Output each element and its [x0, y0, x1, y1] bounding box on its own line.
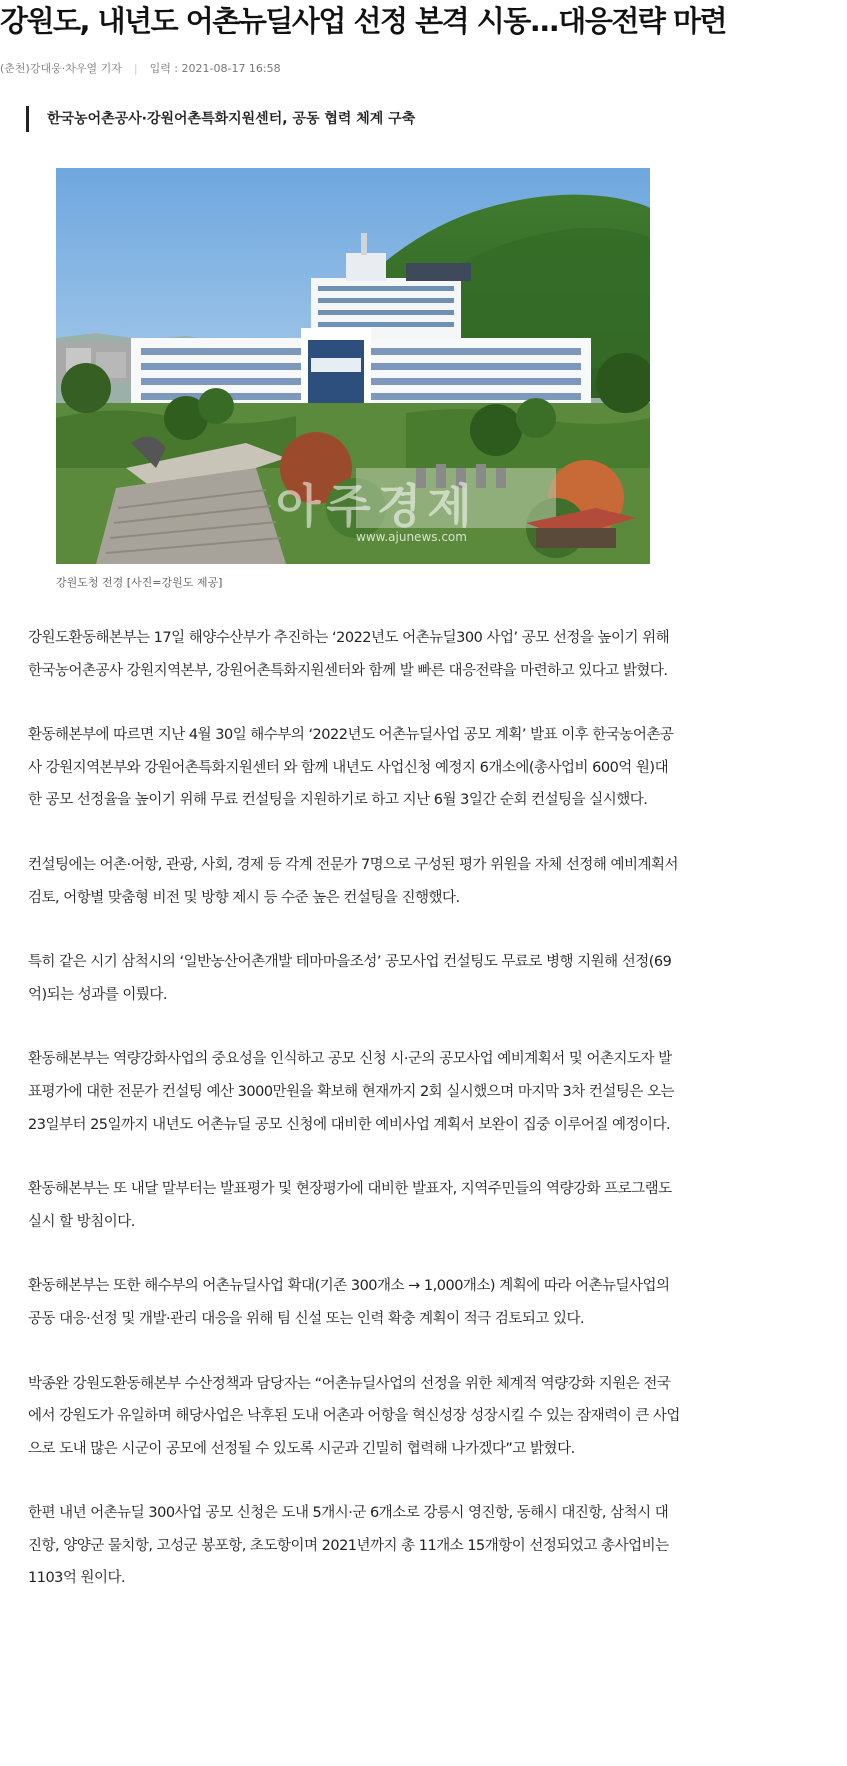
- article-paragraph: 박종완 강원도환동해본부 수산정책과 담당자는 “어촌뉴딜사업의 선정을 위한 체계적 역량강화 지원은 전국에서 강원도가 유일하며 해당사업은 낙후된 도내 어촌과 어항을 혁신성장 성장시킬 수 있는 잠재력이 큰 사업으로 도내 많은 시군이 공모에 선정될 수 있도록 시군과 긴밀히 협력해 나가겠다”고 밝혔다.: [28, 1375, 680, 1457]
- article-meta: [0, 62, 281, 76]
- article-photo: [56, 168, 650, 564]
- photo-watermark-url: www.ajunews.com: [356, 530, 467, 544]
- article-paragraph: 환동해본부는 또한 해수부의 어촌뉴딜사업 확대(기존 300개소 → 1,000개소) 계획에 따라 어촌뉴딜사업의 공동 대응·선정 및 개발·관리 대응을 위해 팀 신설 또는 인력 확충 계획이 적극 검토되고 있다.: [28, 1278, 670, 1327]
- publish-date: 입력 : 2021-08-17 16:58: [149, 62, 281, 75]
- photo-watermark: 아주경제: [276, 479, 478, 533]
- article-body: [28, 622, 680, 1627]
- article-paragraph: 환동해본부에 따르면 지난 4월 30일 해수부의 ‘2022년도 어촌뉴딜사업 공모 계획’ 발표 이후 한국농어촌공사 강원지역본부와 강원어촌특화지원센터 와 함께 내년도 사업신청 예정지 6개소에(총사업비 600억 원)대한 공모 선정율을 높이기 위해 무료 컨설팅을 지원하기로 하고 지난 6월 3일간 순회 컨설팅을 실시했다.: [28, 727, 674, 809]
- byline: (춘천)강대웅·차우열 기자: [0, 62, 122, 75]
- article-paragraph: 컨설팅에는 어촌·어항, 관광, 사회, 경제 등 각계 전문가 7명으로 구성된 평가 위원을 자체 선정해 예비계획서 검토, 어항별 맞춤형 비전 및 방향 제시 등 수준 높은 컨설팅을 진행했다.: [28, 856, 678, 906]
- meta-separator: |: [133, 62, 138, 75]
- article-paragraph: 특히 같은 시기 삼척시의 ‘일반농산어촌개발 테마마을조성’ 공모사업 컨설팅도 무료로 병행 지원해 선정(69억)되는 성과를 이뤘다.: [28, 954, 672, 1003]
- photo-caption: 강원도청 전경 [사진=강원도 제공]: [56, 576, 223, 589]
- article-paragraph: 환동해본부는 역량강화사업의 중요성을 인식하고 공모 신청 시·군의 공모사업 예비계획서 및 어촌지도자 발표평가에 대한 전문가 컨설팅 예산 3000만원을 확보해 현재까지 2회 실시했으며 마지막 3차 컨설팅은 오는 23일부터 25일까지 내년도 어촌뉴딜 공모 신청에 대비한 예비사업 계획서 보완이 집중 이루어질 예정이다.: [28, 1051, 675, 1133]
- article-paragraph: 강원도환동해본부는 17일 해양수산부가 추진하는 ‘2022년도 어촌뉴딜300 사업’ 공모 선정을 높이기 위해 한국농어촌공사 강원지역본부, 강원어촌특화지원센터와 함께 발 빠른 대응전략을 마련하고 있다고 밝혔다.: [28, 630, 670, 679]
- article-headline: 강원도, 내년도 어촌뉴딜사업 선정 본격 시동...대응전략 마련: [0, 4, 726, 38]
- article-paragraph: 한편 내년 어촌뉴딜 300사업 공모 신청은 도내 5개시·군 6개소로 강릉시 영진항, 동해시 대진항, 삼척시 대진항, 양양군 물치항, 고성군 봉포항, 초도항이며 2021년까지 총 11개소 15개항이 선정되었고 총사업비는 1103억 원이다.: [28, 1505, 669, 1587]
- article-paragraph: 환동해본부는 또 내달 말부터는 발표평가 및 현장평가에 대비한 발표자, 지역주민들의 역량강화 프로그램도 실시 할 방침이다.: [28, 1181, 672, 1230]
- article-subtitle: 한국농어촌공사·강원어촌특화지원센터, 공동 협력 체계 구축: [26, 106, 415, 132]
